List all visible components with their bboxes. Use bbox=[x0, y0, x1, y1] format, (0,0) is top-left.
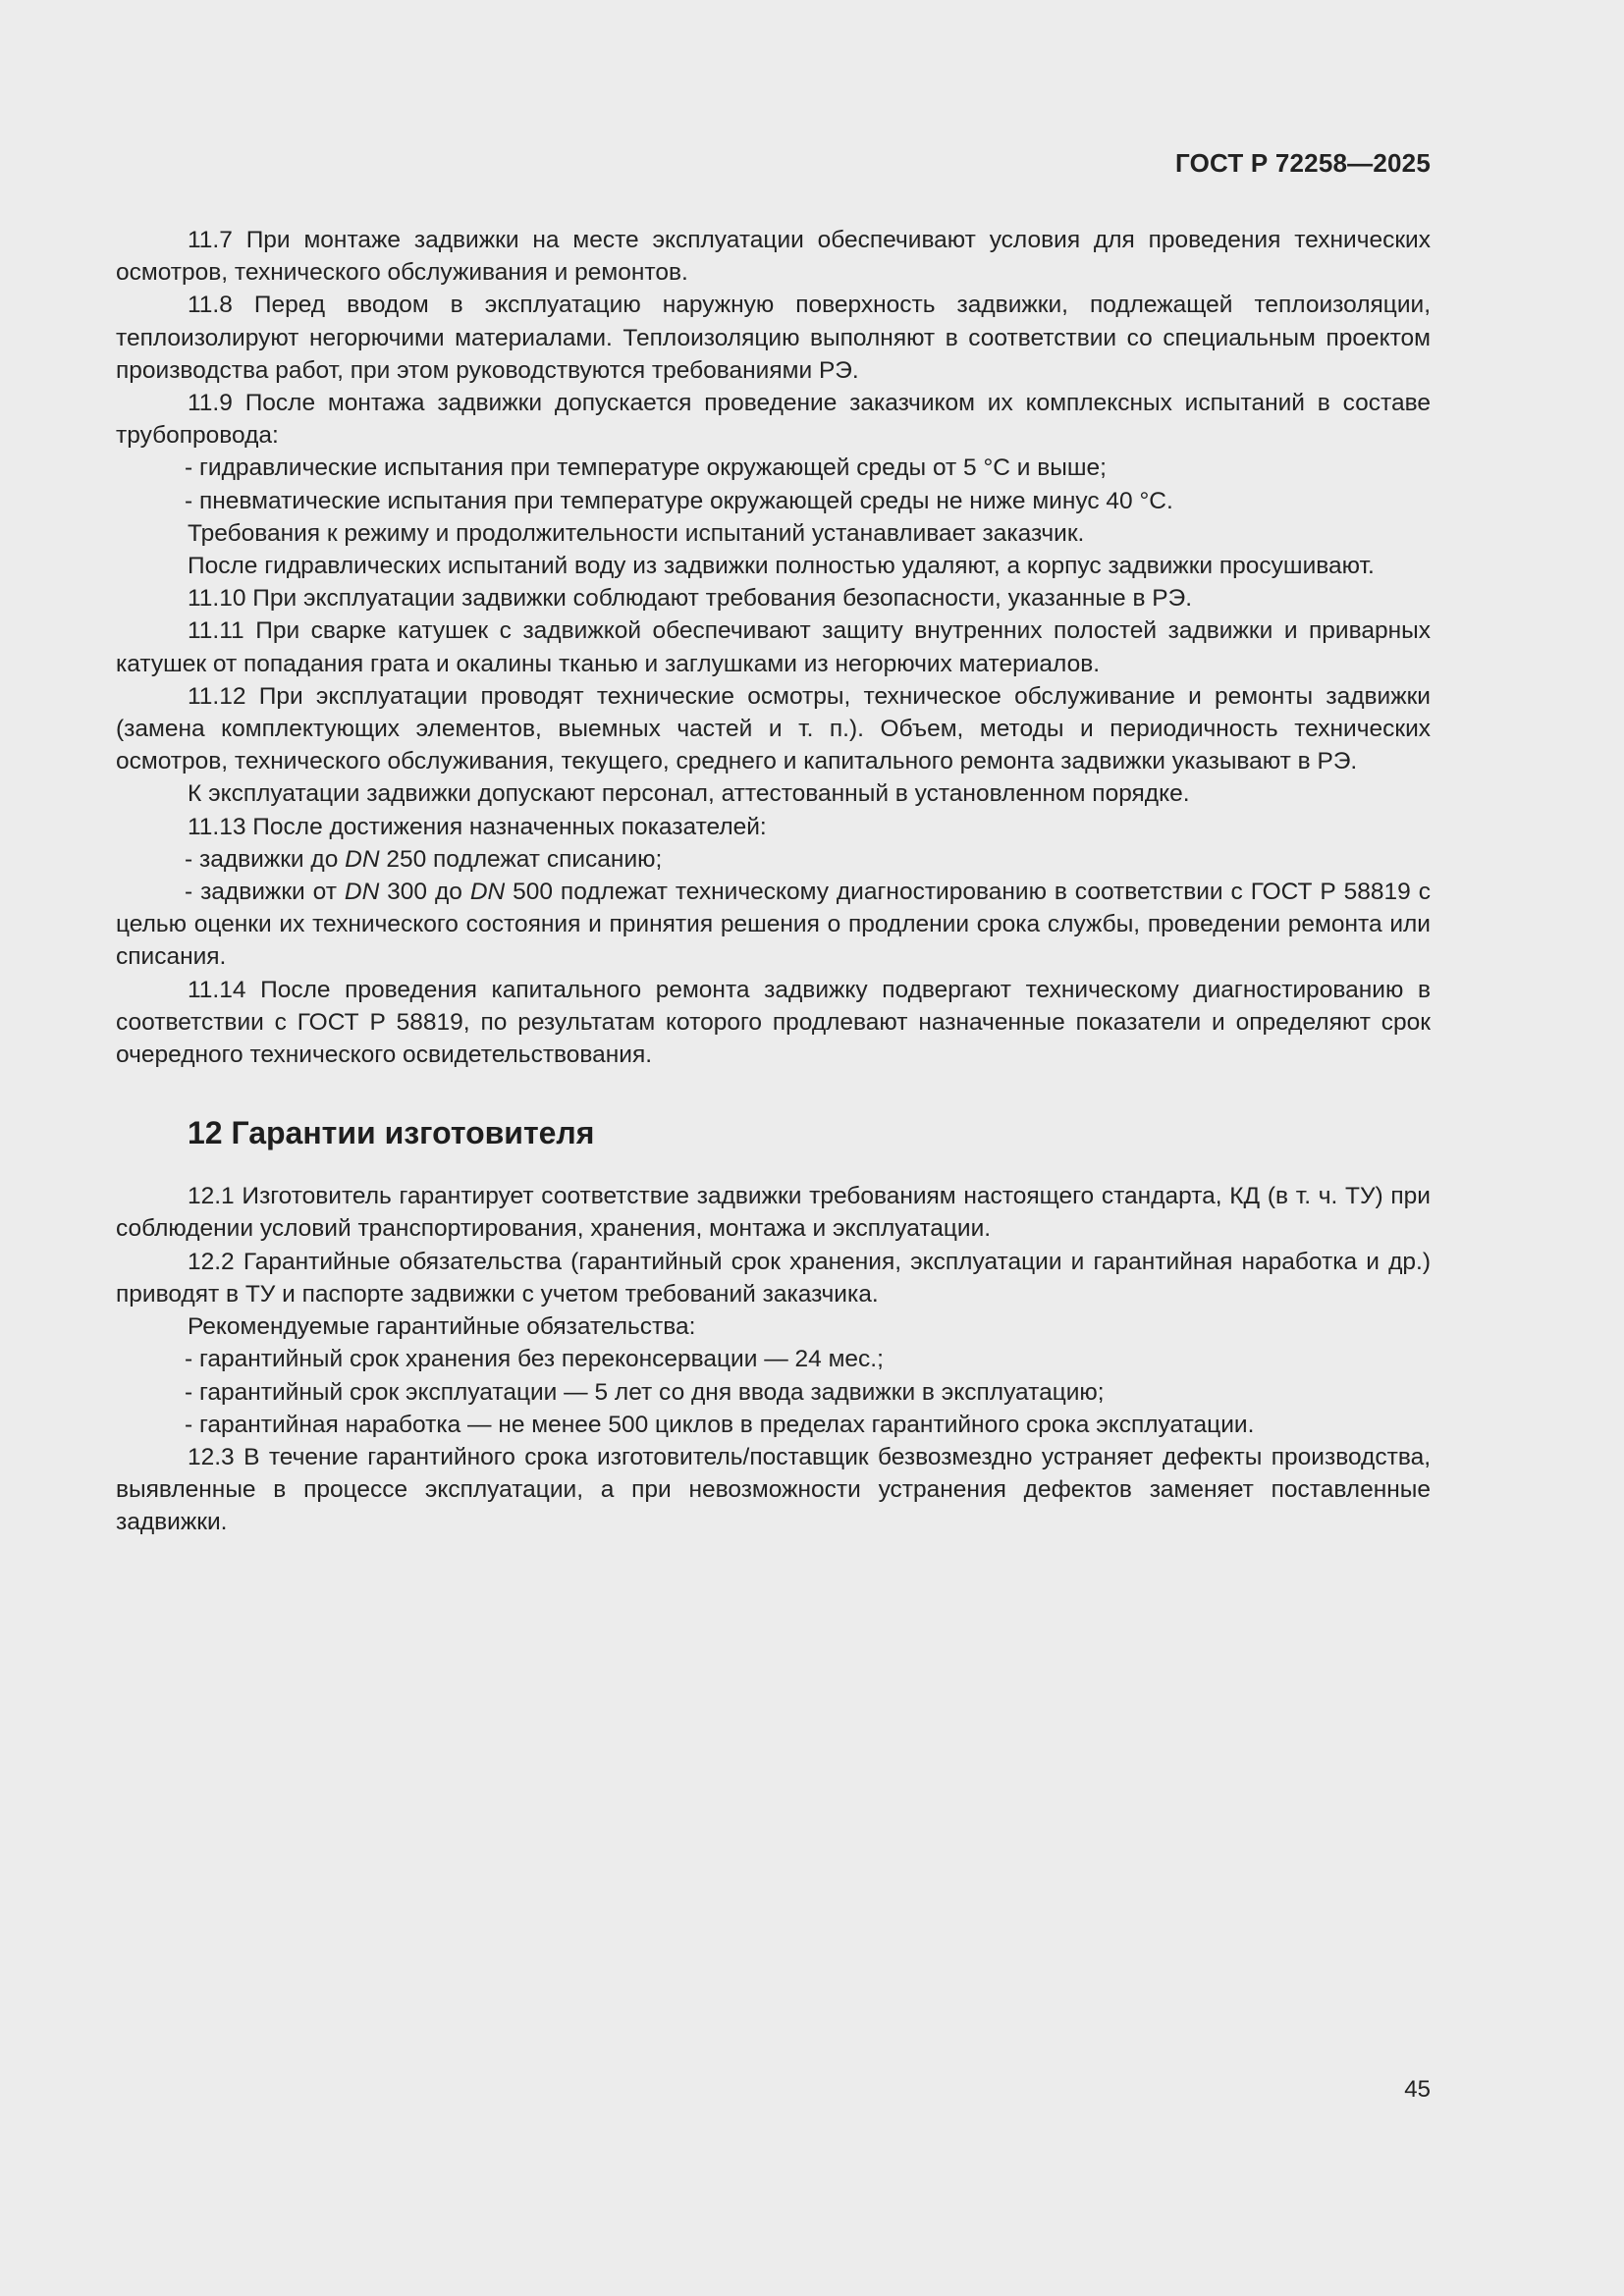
document-body bbox=[116, 224, 1431, 1539]
list-item-storage-warranty: - гарантийный срок хранения без переконсервации — 24 мес.; bbox=[185, 1346, 884, 1373]
paragraph-12-2: 12.2 Гарантийные обязательства (гарантийный срок хранения, эксплуатации и гарантийная наработка и др.) приводят в ТУ и паспорте задвижки с учетом требований заказчика. bbox=[116, 1248, 1431, 1308]
document-id-header: ГОСТ Р 72258—2025 bbox=[1175, 148, 1431, 178]
paragraph-11-11: 11.11 При сварке катушек с задвижкой обеспечивают защиту внутренних полостей задвижки и приварных катушек от попадания грата и окалины тканью и заглушками из негорючих материалов. bbox=[116, 617, 1431, 677]
page-number: 45 bbox=[1404, 2076, 1431, 2103]
paragraph-11-9: 11.9 После монтажа задвижки допускается проведение заказчиком их комплексных испытаний в составе трубопровода: bbox=[116, 390, 1431, 450]
paragraph-recommended-warranty: Рекомендуемые гарантийные обязательства: bbox=[188, 1313, 696, 1341]
paragraph-11-14: 11.14 После проведения капитального ремонта задвижку подвергают техническому диагностированию в соответствии с ГОСТ Р 58819, по результатам которого продлевают назначенные показатели и определяют срок очередного технического освидетельствования. bbox=[116, 976, 1431, 1069]
list-item-pneumatic-tests: - пневматические испытания при температуре окружающей среды не ниже минус 40 °С. bbox=[185, 487, 1173, 514]
section-12-title: 12 Гарантии изготовителя bbox=[188, 1115, 595, 1151]
list-item-dn300-post: 500 подлежат техническому диагностированию в соответствии с ГОСТ Р 58819 с целью оценки их технического состояния и принятия решения о продлении срока службы, проведении ремонта или списания. bbox=[116, 879, 1431, 971]
paragraph-after-hydraulic-tests: После гидравлических испытаний воду из задвижки полностью удаляют, а корпус задвижки просушивают. bbox=[188, 553, 1375, 580]
list-item-hydraulic-tests: - гидравлические испытания при температуре окружающей среды от 5 °С и выше; bbox=[185, 454, 1107, 482]
list-item-dn300-mid: 300 до bbox=[379, 879, 470, 906]
paragraph-test-requirements: Требования к режиму и продолжительности испытаний устанавливает заказчик. bbox=[188, 519, 1085, 547]
list-item-cycle-warranty: - гарантийная наработка — не менее 500 циклов в пределах гарантийного срока эксплуатации. bbox=[185, 1411, 1255, 1438]
list-item-dn300-pre: - задвижки от bbox=[185, 879, 345, 906]
paragraph-11-12: 11.12 При эксплуатации проводят технические осмотры, техническое обслуживание и ремонты задвижки (замена комплектующих элементов, выемных частей и т. п.). Объем, методы и периодичность технических осмотров, технического обслуживания, текущего, среднего и капитального ремонта задвижки указывают в РЭ. bbox=[116, 682, 1431, 775]
paragraph-12-1: 12.1 Изготовитель гарантирует соответствие задвижки требованиям настоящего стандарта, КД (в т. ч. ТУ) при соблюдении условий транспортирования, хранения, монтажа и эксплуатации. bbox=[116, 1183, 1431, 1243]
dn-symbol: DN bbox=[345, 845, 380, 873]
list-item-dn300-500 bbox=[116, 876, 1431, 974]
paragraph-11-10: 11.10 При эксплуатации задвижки соблюдают требования безопасности, указанные в РЭ. bbox=[188, 585, 1193, 613]
paragraph-11-7: 11.7 При монтаже задвижки на месте эксплуатации обеспечивают условия для проведения технических осмотров, технического обслуживания и ремонтов. bbox=[116, 227, 1431, 287]
dn-symbol: DN bbox=[469, 879, 506, 906]
list-item-operation-warranty: - гарантийный срок эксплуатации — 5 лет со дня ввода задвижки в эксплуатацию; bbox=[185, 1378, 1105, 1406]
list-item-dn250-post: 250 подлежат списанию; bbox=[379, 845, 663, 873]
paragraph-11-13: 11.13 После достижения назначенных показателей: bbox=[188, 813, 767, 840]
paragraph-12-3: 12.3 В течение гарантийного срока изготовитель/поставщик безвозмездно устраняет дефекты производства, выявленные в процессе эксплуатации, а при невозможности устранения дефектов заменяет поставленные задвижки. bbox=[116, 1443, 1431, 1536]
paragraph-personnel: К эксплуатации задвижки допускают персонал, аттестованный в установленном порядке. bbox=[188, 780, 1190, 808]
list-item-dn250 bbox=[116, 843, 1431, 876]
list-item-dn250-pre: - задвижки до bbox=[185, 845, 346, 873]
dn-symbol: DN bbox=[344, 879, 380, 906]
paragraph-11-8: 11.8 Перед вводом в эксплуатацию наружную поверхность задвижки, подлежащей теплоизоляции, теплоизолируют негорючими материалами. Теплоизоляцию выполняют в соответствии со специальным проектом производства работ, при этом руководствуются требованиями РЭ. bbox=[116, 292, 1431, 384]
